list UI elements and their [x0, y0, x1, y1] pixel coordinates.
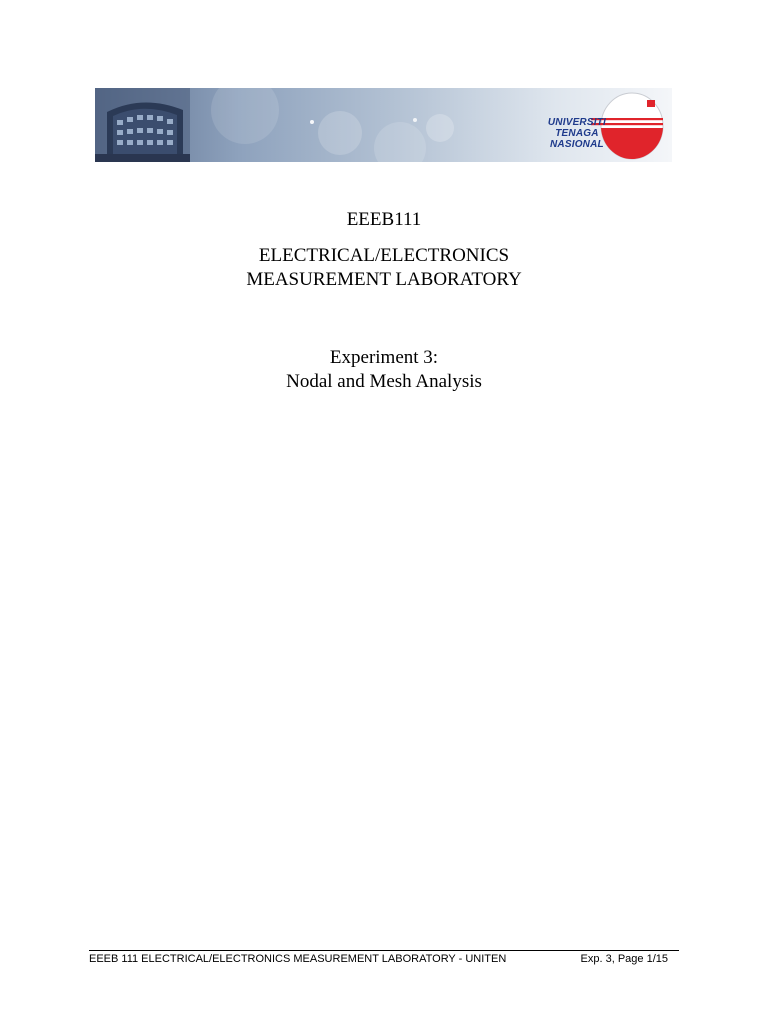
course-code: EEEB111: [346, 209, 422, 230]
experiment-label: Experiment 3:: [329, 347, 439, 368]
course-title-line-2: MEASUREMENT LABORATORY: [246, 269, 522, 290]
header-banner: [95, 88, 672, 162]
course-title-line-1: ELECTRICAL/ELECTRONICS: [258, 245, 510, 266]
footer-divider: [89, 950, 679, 951]
footer-course-text: EEEB 111 ELECTRICAL/ELECTRONICS MEASUREMENT LABORATORY - UNITEN: [89, 953, 507, 965]
logo-line-2: TENAGA: [555, 128, 599, 139]
logo-text: [548, 117, 606, 150]
course-title: [0, 244, 768, 292]
experiment-title: Nodal and Mesh Analysis: [286, 371, 482, 392]
building-photo-icon: [95, 88, 190, 162]
footer-page-number: Exp. 3, Page 1/15: [580, 953, 668, 965]
logo-line-1: UNIVERSITI: [547, 117, 606, 128]
experiment-heading: [0, 346, 768, 394]
logo-line-3: NASIONAL: [550, 139, 604, 150]
